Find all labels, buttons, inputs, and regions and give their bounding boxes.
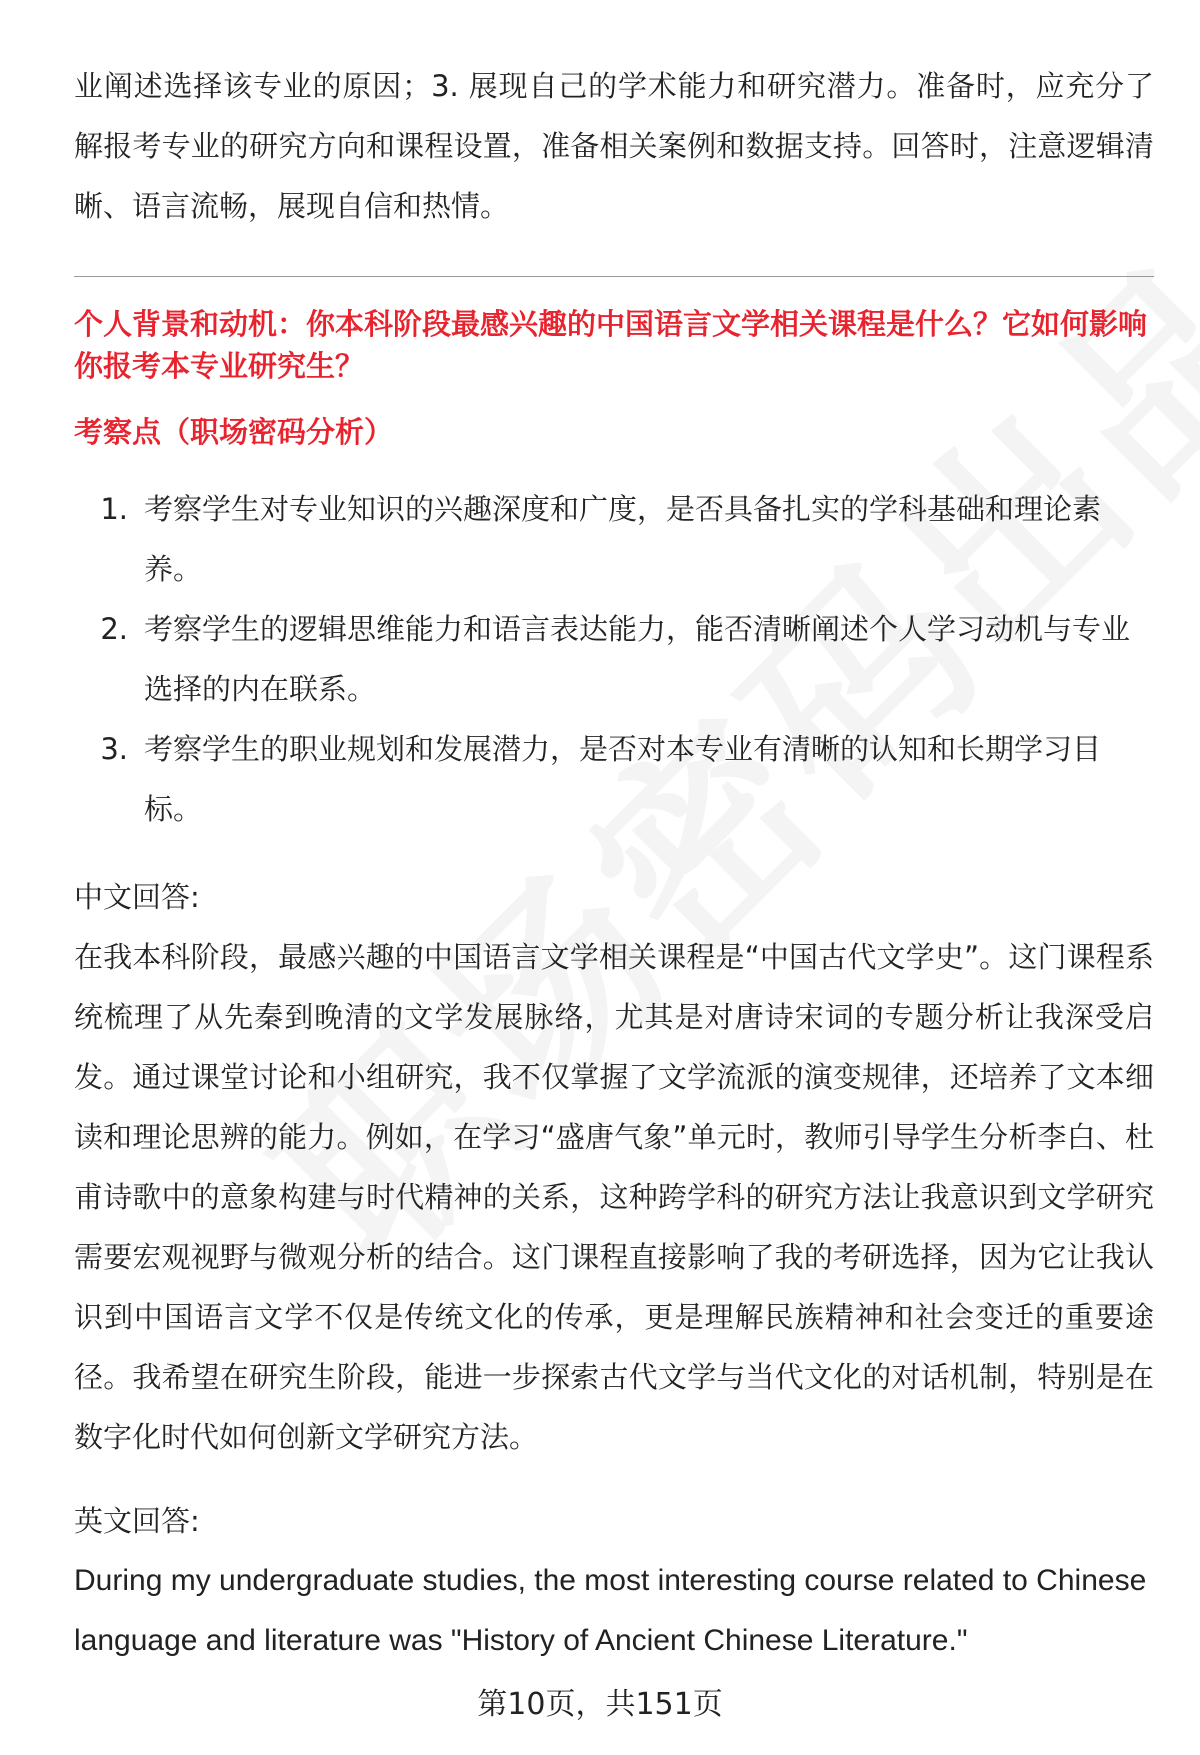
list-item-text: 考察学生对专业知识的兴趣深度和广度，是否具备扎实的学科基础和理论素养。: [144, 492, 1102, 586]
list-item-number: 2.: [100, 612, 128, 646]
cn-answer-text: 在我本科阶段，最感兴趣的中国语言文学相关课程是“中国古代文学史”。这门课程系统梳理了从先秦到晚清的文学发展脉络，尤其是对唐诗宋词的专题分析让我深受启发。通过课堂讨论和小组研究，我不仅掌握了文学流派的演变规律，还培养了文本细读和理论思辨的能力。例如，在学习“盛唐气象”单元时，教师引导学生分析李白、杜甫诗歌中的意象构建与时代精神的关系，这种跨学科的研究方法让我意识到文学研究需要宏观视野与微观分析的结合。这门课程直接影响了我的考研选择，因为它让我认识到中国语言文学不仅是传统文化的传承，更是理解民族精神和社会变迁的重要途径。我希望在研究生阶段，能进一步探索古代文学与当代文化的对话机制，特别是在数字化时代如何创新文学研究方法。: [74, 940, 1154, 1454]
intro-paragraph: 业阐述选择该专业的原因；3. 展现自己的学术能力和研究潜力。准备时，应充分了解报考专业的研究方向和课程设置，准备相关案例和数据支持。回答时，注意逻辑清晰、语言流畅，展现自信和热情。: [74, 69, 1154, 223]
section-divider: [74, 276, 1154, 277]
en-answer-label: 英文回答:: [74, 1504, 200, 1538]
en-answer-text: During my undergraduate studies, the most interesting course related to Chinese language and literature was "History of Ancient Chinese Literature.": [74, 1564, 1147, 1657]
list-item: [74, 479, 1154, 599]
page-number-footer: 第10页，共151页: [477, 1687, 723, 1722]
list-item-number: 3.: [100, 732, 128, 766]
list-item-number: 1.: [100, 492, 128, 526]
list-item-text: 考察学生的逻辑思维能力和语言表达能力，能否清晰阐述个人学习动机与专业选择的内在联系。: [144, 612, 1131, 706]
cn-answer-label: 中文回答:: [74, 880, 200, 914]
document-page: [74, 56, 1154, 1671]
list-item: [74, 599, 1154, 719]
points-heading: 考察点（职场密码分析）: [74, 415, 394, 449]
list-item-text: 考察学生的职业规划和发展潜力，是否对本专业有清晰的认知和长期学习目标。: [144, 732, 1102, 826]
question-heading: 个人背景和动机：你本科阶段最感兴趣的中国语言文学相关课程是什么？它如何影响你报考本专业研究生？: [74, 307, 1148, 383]
list-item: [74, 719, 1154, 839]
points-list: [74, 479, 1154, 839]
